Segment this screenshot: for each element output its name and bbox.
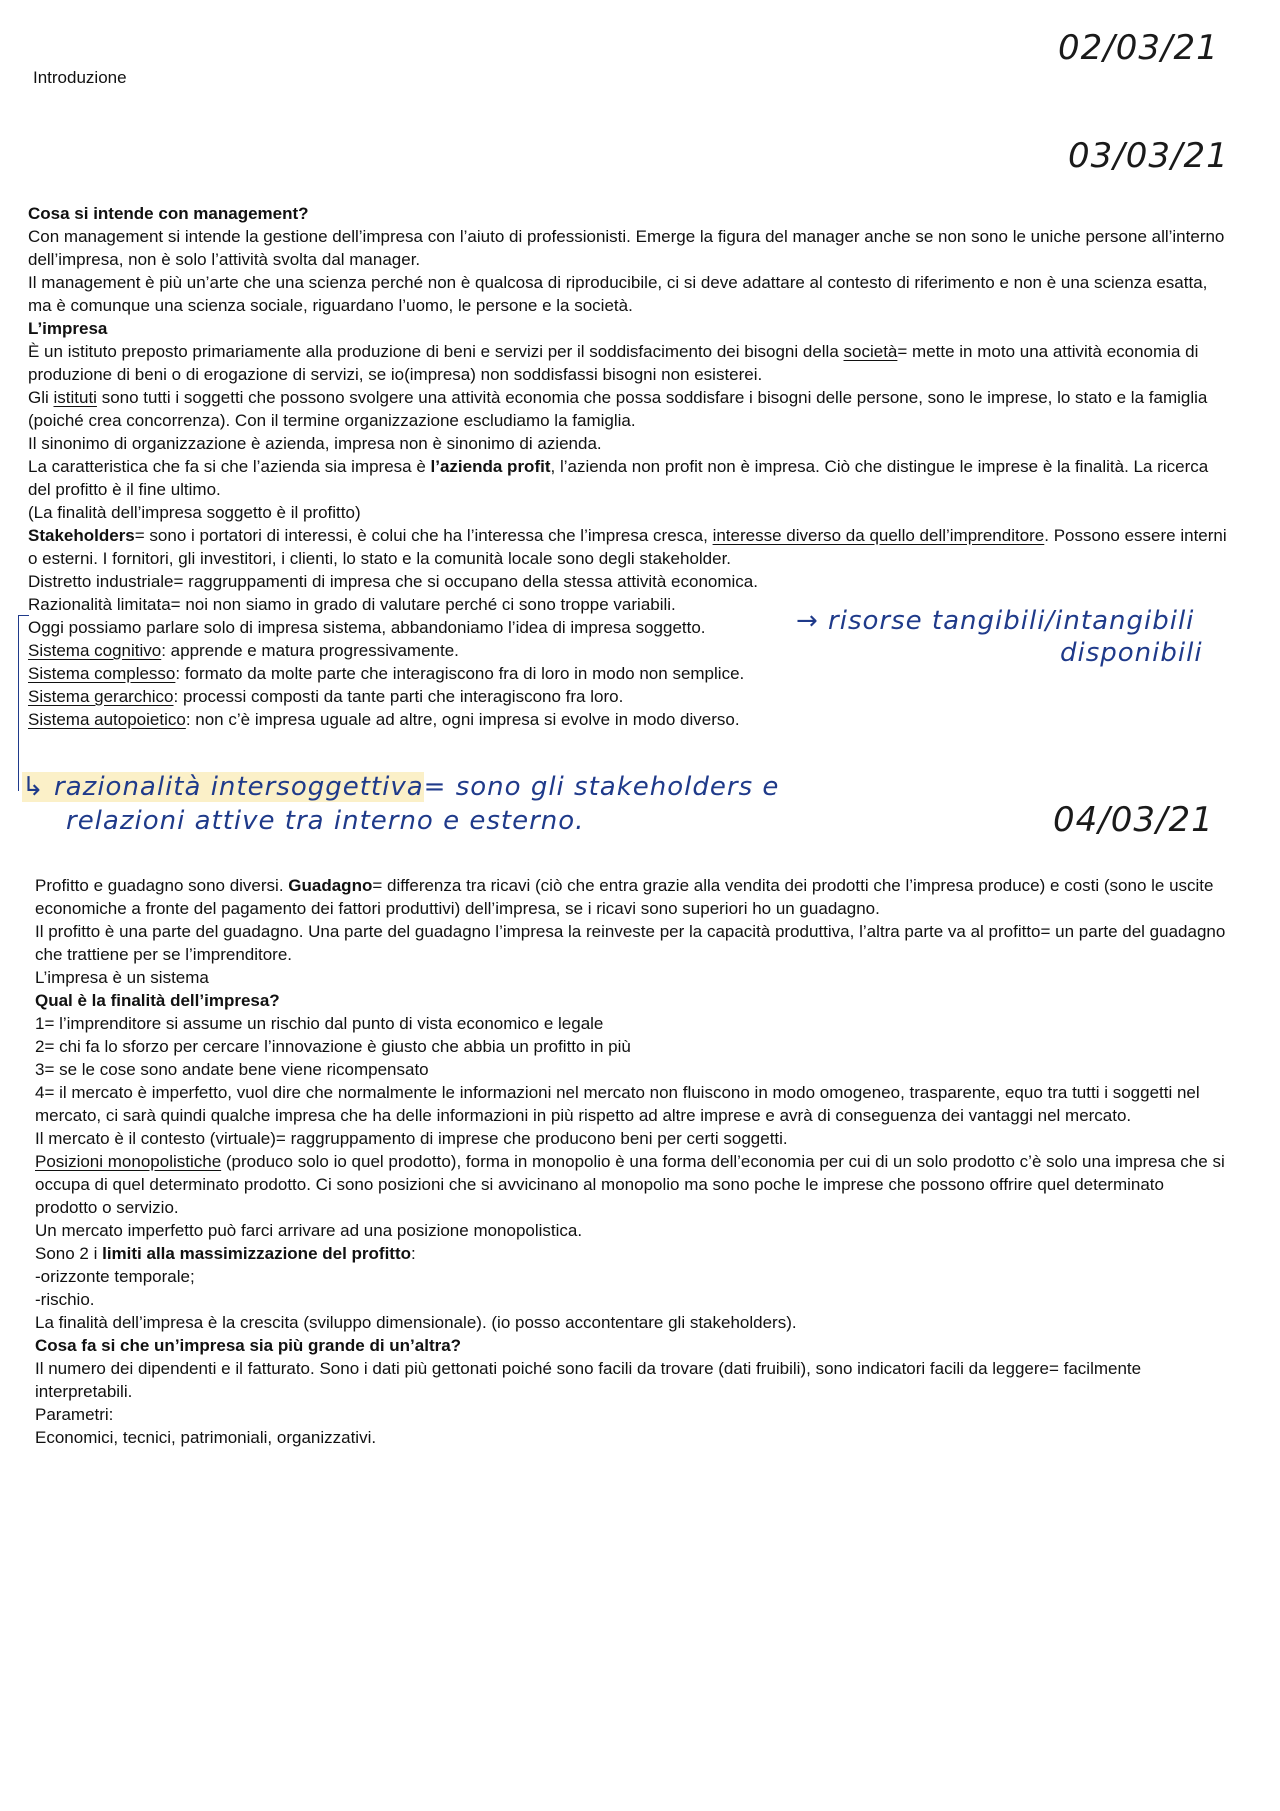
date-04-03-21: 04/03/21 [1053,800,1214,840]
paragraph: Distretto industriale= raggruppamenti di impresa che si occupano della stessa attività economica. [28,572,758,591]
date-03-03-21: 03/03/21 [1068,136,1229,176]
paragraph: È un istituto preposto primariamente alla produzione di beni e servizi per il soddisfacimento dei bisogni della società= mette in moto una attività economia di produzione di beni o di erogazione di servizi, se io(impresa) non soddisfassi bisogni non esisterei. [28,342,1199,384]
paragraph: Con management si intende la gestione dell’impresa con l’aiuto di professionisti. Emerge la figura del manager anche se non sono le uniche persone all’interno dell’impresa, non è solo l’attività svolta dal manager. [28,227,1225,269]
paragraph: (La finalità dell’impresa soggetto è il profitto) [28,503,361,522]
handwritten-note-risorse: → risorse tangibili/intangibili [796,606,1195,636]
system-item: Sistema complesso: formato da molte parte che interagiscono fra di loro in modo non semplice. [28,664,745,683]
system-item: Sistema cognitivo: apprende e matura progressivamente. [28,641,459,660]
list-item: 3= se le cose sono andate bene viene ricompensato [35,1060,429,1079]
paragraph: Posizioni monopolistiche (produco solo io quel prodotto), forma in monopolio è una forma dell’economia per cui di un solo prodotto c’è solo una impresa che si occupa di quel determinato prodotto. Ci sono posizioni che si avvicinano al monopolio ma sono poche le imprese che possono offrire quel determinato prodotto o servizio. [35,1152,1225,1217]
paragraph: Gli istituti sono tutti i soggetti che possono svolgere una attività economia che possa soddisfare i bisogni delle persone, sono le imprese, lo stato e la famiglia (poiché crea concorrenza). Con il termine organizzazione escludiamo la famiglia. [28,388,1208,430]
heading-finalita: Qual è la finalità dell’impresa? [35,991,280,1010]
paragraph: Razionalità limitata= noi non siamo in grado di valutare perché ci sono troppe variabili. [28,595,676,614]
handwritten-bracket [18,615,29,791]
heading-management: Cosa si intende con management? [28,204,309,223]
section-management [28,202,1228,731]
paragraph: Profitto e guadagno sono diversi. Guadagno= differenza tra ricavi (ciò che entra grazie alla vendita dei prodotti che l’impresa produce) e costi (sono le uscite economiche a fronte del pagamento dei fattori produttivi) dell’impresa, se i ricavi sono superiori ho un guadagno. [35,876,1214,918]
list-item: 1= l’imprenditore si assume un rischio dal punto di vista economico e legale [35,1014,604,1033]
handwritten-razionalita: ↳ razionalità intersoggettiva= sono gli stakeholders e [22,772,780,802]
paragraph: -rischio. [35,1290,95,1309]
paragraph: Il management è più un’arte che una scienza perché non è qualcosa di riproducibile, ci si deve adattare al contesto di riferimento e non è una scienza esatta, ma è comunque una scienza sociale, riguardano l’uomo, le persone e la società. [28,273,1208,315]
paragraph: Il mercato è il contesto (virtuale)= raggruppamento di imprese che producono beni per certi soggetti. [35,1129,788,1148]
handwritten-razionalita-line2: relazioni attive tra interno e esterno. [66,806,585,836]
paragraph: Un mercato imperfetto può farci arrivare ad una posizione monopolistica. [35,1221,583,1240]
heading-impresa: L’impresa [28,319,108,338]
handwritten-note-disponibili: disponibili [1060,638,1203,668]
list-item: 4= il mercato è imperfetto, vuol dire che normalmente le informazioni nel mercato non fluiscono in modo omogeneo, trasparente, equo tra tutti i soggetti nel mercato, ci sarà quindi qualche impresa che ha delle informazioni in più rispetto ad altre imprese e avrà di conseguenza dei vantaggi nel mercato. [35,1083,1200,1125]
list-item: 2= chi fa lo sforzo per cercare l’innovazione è giusto che abbia un profitto in più [35,1037,631,1056]
paragraph: Sono 2 i limiti alla massimizzazione del profitto: [35,1244,416,1263]
system-item: Sistema autopoietico: non c’è impresa uguale ad altre, ogni impresa si evolve in modo diverso. [28,710,740,729]
system-item: Sistema gerarchico: processi composti da tante parti che interagiscono fra loro. [28,687,624,706]
heading-grande: Cosa fa si che un’impresa sia più grande di un’altra? [35,1336,462,1355]
paragraph: Economici, tecnici, patrimoniali, organizzativi. [35,1428,377,1447]
paragraph: Parametri: [35,1405,114,1424]
paragraph: -orizzonte temporale; [35,1267,195,1286]
paragraph: Stakeholders= sono i portatori di interessi, è colui che ha l’interessa che l’impresa cresca, interesse diverso da quello dell’imprenditore. Possono essere interni o esterni. I fornitori, gli investitori, i clienti, lo stato e la comunità locale sono degli stakeholder. [28,526,1227,568]
section-profitto [35,874,1228,1449]
paragraph: La caratteristica che fa si che l’azienda sia impresa è l’azienda profit, l’azienda non profit non è impresa. Ciò che distingue le imprese è la finalità. La ricerca del profitto è il fine ultimo. [28,457,1209,499]
intro-label: Introduzione [33,68,127,87]
paragraph: La finalità dell’impresa è la crescita (sviluppo dimensionale). (io posso accontentare gli stakeholders). [35,1313,797,1332]
date-02-03-21: 02/03/21 [1058,28,1219,68]
paragraph: L’impresa è un sistema [35,968,209,987]
paragraph: Oggi possiamo parlare solo di impresa sistema, abbandoniamo l’idea di impresa soggetto. [28,618,706,637]
paragraph: Il sinonimo di organizzazione è azienda, impresa non è sinonimo di azienda. [28,434,602,453]
paragraph: Il numero dei dipendenti e il fatturato. Sono i dati più gettonati poiché sono facili da trovare (dati fruibili), sono indicatori facili da leggere= facilmente interpretabili. [35,1359,1142,1401]
paragraph: Il profitto è una parte del guadagno. Una parte del guadagno l’impresa la reinveste per la capacità produttiva, l’altra parte va al profitto= un parte del guadagno che trattiene per se l’imprenditore. [35,922,1226,964]
